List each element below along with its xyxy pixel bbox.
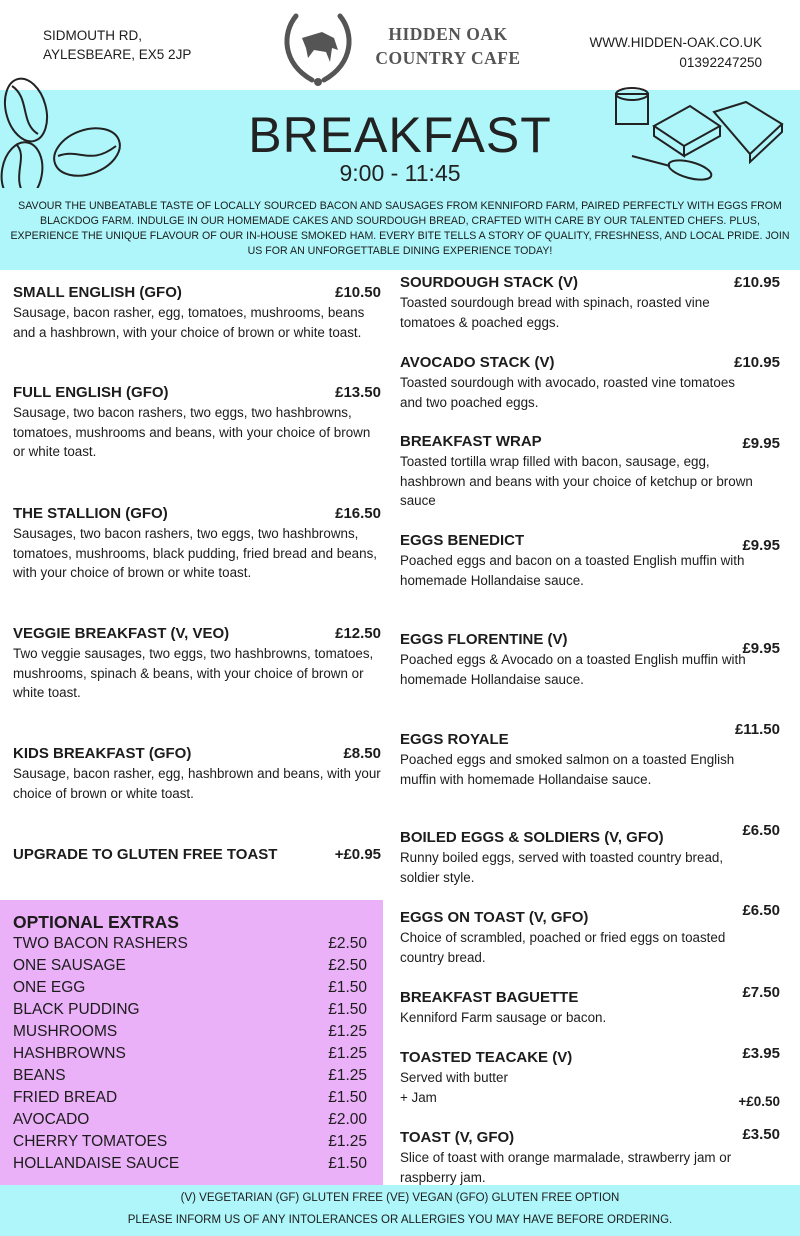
item-price: £9.95 <box>742 435 780 452</box>
menu-item <box>400 273 760 332</box>
extra-price: £2.50 <box>328 935 367 952</box>
item-name: FULL ENGLISH (GFO) <box>13 384 169 401</box>
item-description: Sausage, bacon rasher, egg, tomatoes, mushrooms, beans and a hashbrown, with your choice of brown or white toast. <box>13 305 365 340</box>
extra-item <box>13 1111 367 1129</box>
item-description: Sausage, bacon rasher, egg, hashbrown and beans, with your choice of brown or white toast. <box>13 766 381 801</box>
item-price: £10.50 <box>335 284 381 301</box>
optional-extras-panel <box>0 900 383 1185</box>
extra-price: £2.00 <box>328 1111 367 1128</box>
item-description: Poached eggs and smoked salmon on a toasted English muffin with homemade Hollandaise sauce. <box>400 752 735 787</box>
extra-name: HASHBROWNS <box>13 1045 126 1062</box>
item-description: Poached eggs & Avocado on a toasted English muffin with homemade Hollandaise sauce. <box>400 652 746 687</box>
extra-price: £1.50 <box>328 1155 367 1172</box>
extra-name: CHERRY TOMATOES <box>13 1133 168 1150</box>
menu-item <box>400 531 760 590</box>
item-description: Sausage, two bacon rashers, two eggs, two hashbrowns, tomatoes, mushrooms and beans, with your choice of brown or white toast. <box>13 405 371 460</box>
item-price: £6.50 <box>742 822 780 839</box>
extra-price: £1.50 <box>328 979 367 996</box>
menu-item <box>13 744 383 803</box>
item-price: £9.95 <box>742 640 780 657</box>
menu-item <box>400 908 760 967</box>
menu-item <box>400 730 760 789</box>
intro-text: SAVOUR THE UNBEATABLE TASTE OF LOCALLY SOURCED BACON AND SAUSAGES FROM KENNIFORD FARM, PAIRED PERFECTLY WITH EGGS FROM BLACKDOG FARM. INDULGE IN OUR HOMEMADE CAKES AND SOURDOUGH BREAD, CRAFTED WITH CARE BY OUR TALENTED CHEFS. PLUS, EXPERIENCE THE UNIQUE FLAVOUR OF OUR IN-HOUSE SMOKED HAM. EVERY BITE TELLS A STORY OF QUALITY, FRESHNESS, AND LOCAL PRIDE. JOIN US FOR AN UNFORGETTABLE DINING EXPERIENCE TODAY! <box>10 200 790 257</box>
phone-number: 01392247250 <box>679 55 762 70</box>
item-name: SMALL ENGLISH (GFO) <box>13 284 182 301</box>
item-description: Two veggie sausages, two eggs, two hashbrowns, tomatoes, mushrooms, spinach & beans, with your choice of brown or white toast. <box>13 646 374 701</box>
extra-name: TWO BACON RASHERS <box>13 935 188 952</box>
item-price: £3.50 <box>742 1126 780 1143</box>
address-line: AYLESBEARE, EX5 2JP <box>43 47 192 62</box>
item-description: Poached eggs and bacon on a toasted English muffin with homemade Hollandaise sauce. <box>400 553 745 588</box>
item-name: TOAST (V, GFO) <box>400 1129 515 1146</box>
menu-item <box>400 828 760 887</box>
extra-item <box>13 1023 367 1041</box>
address-line: SIDMOUTH RD, <box>43 28 142 43</box>
cafe-name <box>368 22 528 70</box>
item-name: AVOCADO STACK (V) <box>400 354 555 371</box>
menu-item <box>13 624 383 703</box>
item-description: Toasted tortilla wrap filled with bacon, sausage, egg, hashbrown and beans with your choice of ketchup or brown sauce <box>400 454 753 509</box>
item-description: Choice of scrambled, poached or fried eggs on toasted country bread. <box>400 930 726 965</box>
item-description: Served with butter <box>400 1070 508 1085</box>
menu-item <box>400 630 760 689</box>
menu-item <box>400 988 760 1028</box>
item-price: £9.95 <box>742 537 780 554</box>
extra-name: ONE EGG <box>13 979 86 996</box>
item-name: BOILED EGGS & SOLDIERS (V, GFO) <box>400 829 664 846</box>
item-price: £10.95 <box>734 354 780 371</box>
item-description: Sausages, two bacon rashers, two eggs, two hashbrowns, tomatoes, mushrooms, black pudding, fried bread and beans, with your choice of brown or white toast. <box>13 526 377 581</box>
menu-item <box>13 504 383 583</box>
item-name: BREAKFAST BAGUETTE <box>400 989 579 1006</box>
item-price: £11.50 <box>734 721 780 738</box>
cafe-name-line: HIDDEN OAK <box>388 24 508 44</box>
menu-item <box>400 353 760 412</box>
extra-price: £1.25 <box>328 1133 367 1150</box>
item-name: THE STALLION (GFO) <box>13 505 168 522</box>
extra-item <box>13 1133 367 1151</box>
contact <box>590 33 763 73</box>
extra-item <box>13 979 367 997</box>
menu-item <box>13 283 383 342</box>
item-price: £13.50 <box>335 384 381 401</box>
item-description: Toasted sourdough bread with spinach, roasted vine tomatoes & poached eggs. <box>400 295 710 330</box>
item-description: Runny boiled eggs, served with toasted country bread, soldier style. <box>400 850 724 885</box>
extra-price: £1.50 <box>328 1001 367 1018</box>
extra-price: £2.50 <box>328 957 367 974</box>
extra-name: HOLLANDAISE SAUCE <box>13 1155 180 1172</box>
extra-item <box>13 1155 367 1173</box>
item-price: £3.95 <box>742 1045 780 1062</box>
item-description: Kenniford Farm sausage or bacon. <box>400 1010 607 1025</box>
menu-item <box>400 1128 760 1187</box>
extra-item <box>13 935 367 953</box>
extra-price: £1.25 <box>328 1067 367 1084</box>
item-name: SOURDOUGH STACK (V) <box>400 274 579 291</box>
item-description: Slice of toast with orange marmalade, strawberry jam or raspberry jam. <box>400 1150 732 1185</box>
extra-item <box>13 1089 367 1107</box>
item-name: EGGS FLORENTINE (V) <box>400 631 568 648</box>
extras-title: OPTIONAL EXTRAS <box>13 912 179 932</box>
extra-name: FRIED BREAD <box>13 1089 118 1106</box>
extra-price: £1.25 <box>328 1023 367 1040</box>
menu-item <box>13 383 383 462</box>
extra-name: ONE SAUSAGE <box>13 957 126 974</box>
allergy-notice: PLEASE INFORM US OF ANY INTOLERANCES OR ALLERGIES YOU MAY HAVE BEFORE ORDERING. <box>127 1214 673 1226</box>
menu-item <box>13 845 383 865</box>
item-name: EGGS BENEDICT <box>400 532 525 549</box>
item-name: BREAKFAST WRAP <box>400 433 542 450</box>
item-name: TOASTED TEACAKE (V) <box>400 1049 573 1066</box>
item-price: +£0.95 <box>334 846 381 863</box>
extra-price: £1.50 <box>328 1089 367 1106</box>
item-description: Toasted sourdough with avocado, roasted vine tomatoes and two poached eggs. <box>400 375 735 410</box>
extra-item <box>13 1067 367 1085</box>
oak-wreath-horse-logo-icon <box>278 8 358 88</box>
extra-price: £1.25 <box>328 1045 367 1062</box>
item-price: £16.50 <box>335 505 381 522</box>
extra-item <box>13 1045 367 1063</box>
extra-item <box>13 957 367 975</box>
item-price: £12.50 <box>335 625 381 642</box>
website-link[interactable]: WWW.HIDDEN-OAK.CO.UK <box>589 35 762 50</box>
item-name: UPGRADE TO GLUTEN FREE TOAST <box>13 846 278 863</box>
extra-name: MUSHROOMS <box>13 1023 118 1040</box>
dietary-legend: (V) VEGETARIAN (GF) GLUTEN FREE (VE) VEGAN (GFO) GLUTEN FREE OPTION <box>180 1192 620 1204</box>
menu-item <box>400 1048 760 1107</box>
item-name: EGGS ROYALE <box>400 731 509 748</box>
item-price: £6.50 <box>742 902 780 919</box>
page-title: BREAKFAST <box>248 107 552 163</box>
menu-item <box>400 432 760 511</box>
item-name: EGGS ON TOAST (V, GFO) <box>400 909 589 926</box>
extra-name: BEANS <box>13 1067 66 1084</box>
item-price: £7.50 <box>742 984 780 1001</box>
extra-name: AVOCADO <box>13 1111 90 1128</box>
cafe-name-line: COUNTRY CAFE <box>375 48 521 68</box>
item-name: VEGGIE BREAKFAST (V, VEO) <box>13 625 230 642</box>
item-name: KIDS BREAKFAST (GFO) <box>13 745 192 762</box>
opening-hours: 9:00 - 11:45 <box>339 160 461 186</box>
extra-name: BLACK PUDDING <box>13 1001 140 1018</box>
item-price: £8.50 <box>343 745 381 762</box>
item-price: £10.95 <box>734 274 780 291</box>
item-extra-price: +£0.50 <box>738 1094 780 1109</box>
extra-item <box>13 1001 367 1019</box>
item-extra: + Jam <box>400 1089 437 1105</box>
